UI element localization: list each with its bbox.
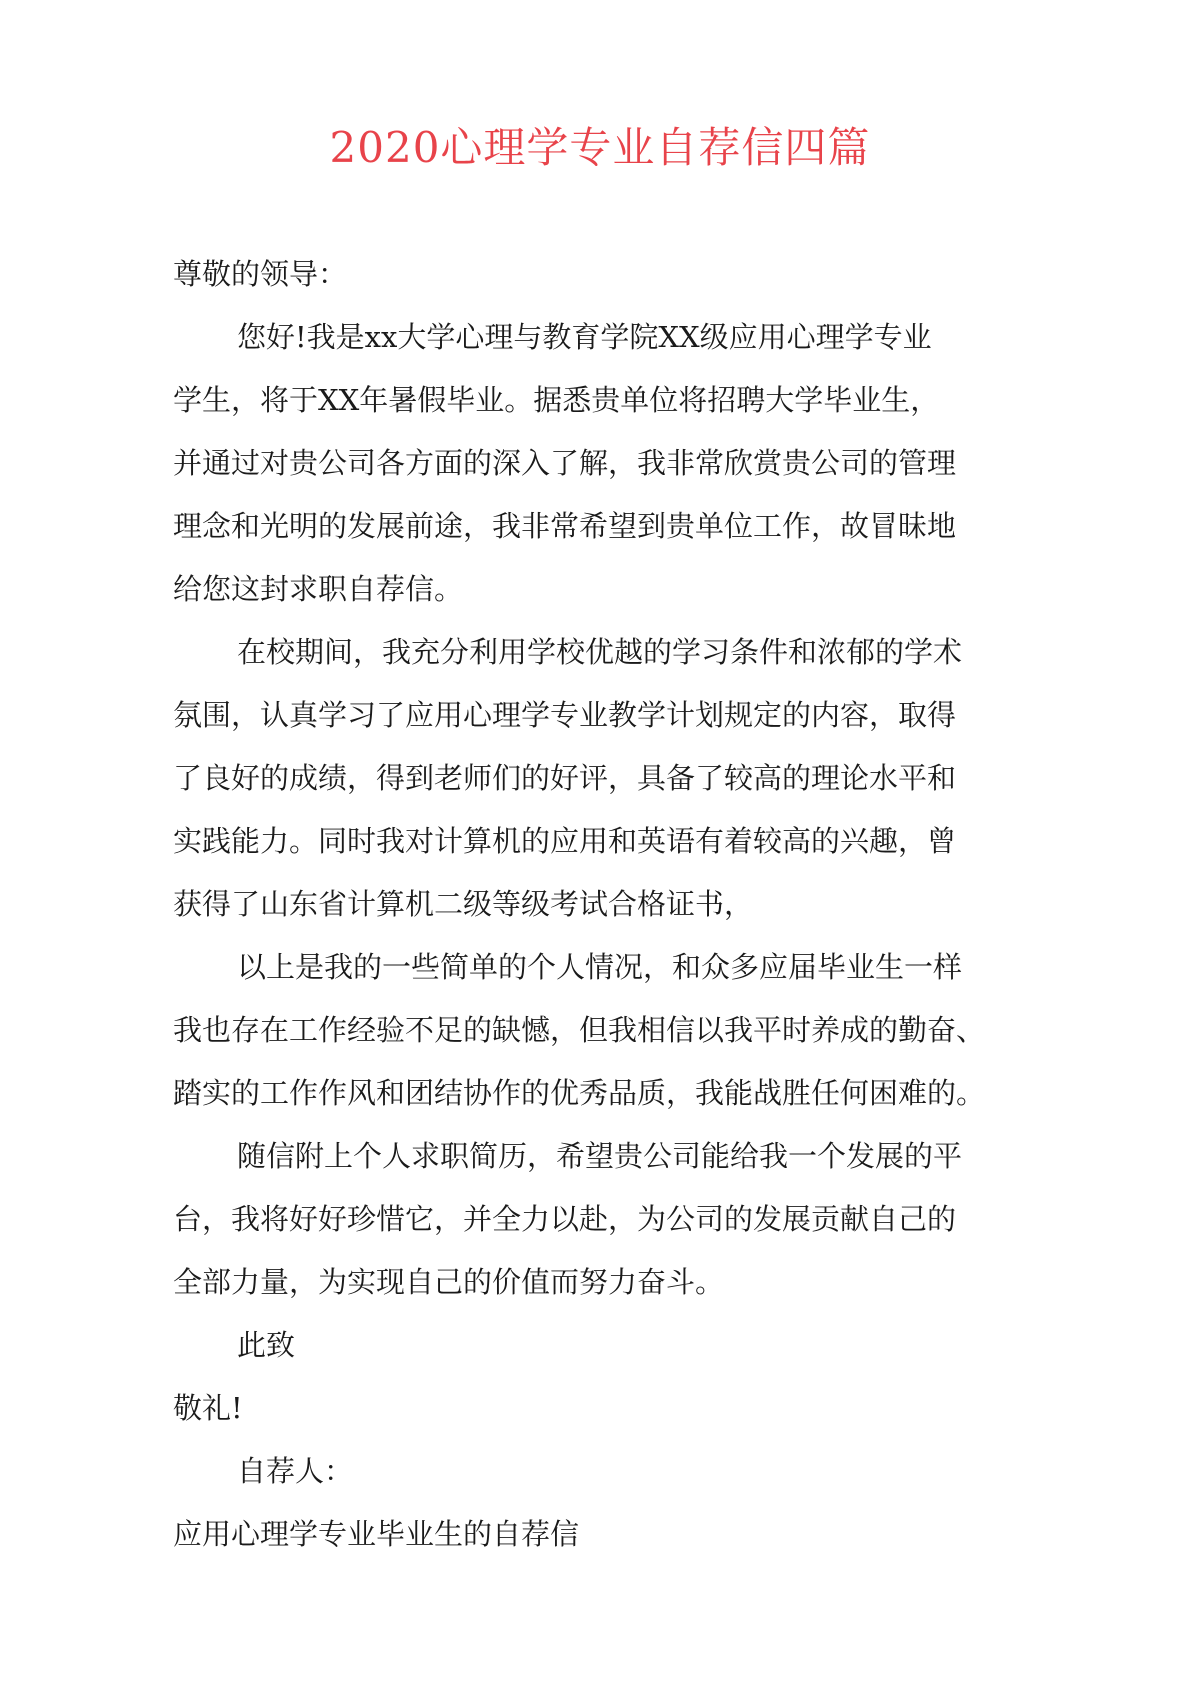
closing-line: 此致 [237, 1328, 296, 1362]
paragraph-line: 获得了山东省计算机二级等级考试合格证书， [173, 887, 754, 921]
paragraph-line: 理念和光明的发展前途，我非常希望到贵单位工作，故冒昧地 [173, 509, 957, 543]
paragraph-line: 随信附上个人求职简历，希望贵公司能给我一个发展的平 [237, 1139, 963, 1173]
paragraph-line: 在校期间，我充分利用学校优越的学习条件和浓郁的学术 [237, 635, 963, 669]
paragraph-line: 并通过对贵公司各方面的深入了解，我非常欣赏贵公司的管理 [173, 446, 957, 480]
closing-line: 敬礼! [173, 1391, 243, 1425]
document-title: 2020心理学专业自荐信四篇 [329, 123, 871, 172]
section-heading: 应用心理学专业毕业生的自荐信 [173, 1517, 580, 1551]
paragraph-line: 学生，将于XX年暑假毕业。据悉贵单位将招聘大学毕业生， [173, 383, 940, 417]
salutation-line: 尊敬的领导： [173, 257, 348, 291]
paragraph-line: 您好!我是xx大学心理与教育学院XX级应用心理学专业 [237, 320, 932, 354]
paragraph-line: 以上是我的一些简单的个人情况，和众多应届毕业生一样 [237, 950, 963, 984]
paragraph-line: 我也存在工作经验不足的缺憾，但我相信以我平时养成的勤奋、 [173, 1013, 986, 1047]
paragraph-line: 氛围，认真学习了应用心理学专业教学计划规定的内容，取得 [173, 698, 957, 732]
signature-line: 自荐人： [237, 1454, 354, 1488]
paragraph-line: 台，我将好好珍惜它，并全力以赴，为公司的发展贡献自己的 [173, 1202, 957, 1236]
paragraph-line: 实践能力。同时我对计算机的应用和英语有着较高的兴趣，曾 [173, 824, 957, 858]
paragraph-line: 踏实的工作作风和团结协作的优秀品质，我能战胜任何困难的。 [173, 1076, 986, 1110]
paragraph-line: 了良好的成绩，得到老师们的好评，具备了较高的理论水平和 [173, 761, 957, 795]
paragraph-line: 全部力量，为实现自己的价值而努力奋斗。 [173, 1265, 725, 1299]
letter-body [173, 243, 1033, 1566]
paragraph-line: 给您这封求职自荐信。 [173, 572, 464, 606]
